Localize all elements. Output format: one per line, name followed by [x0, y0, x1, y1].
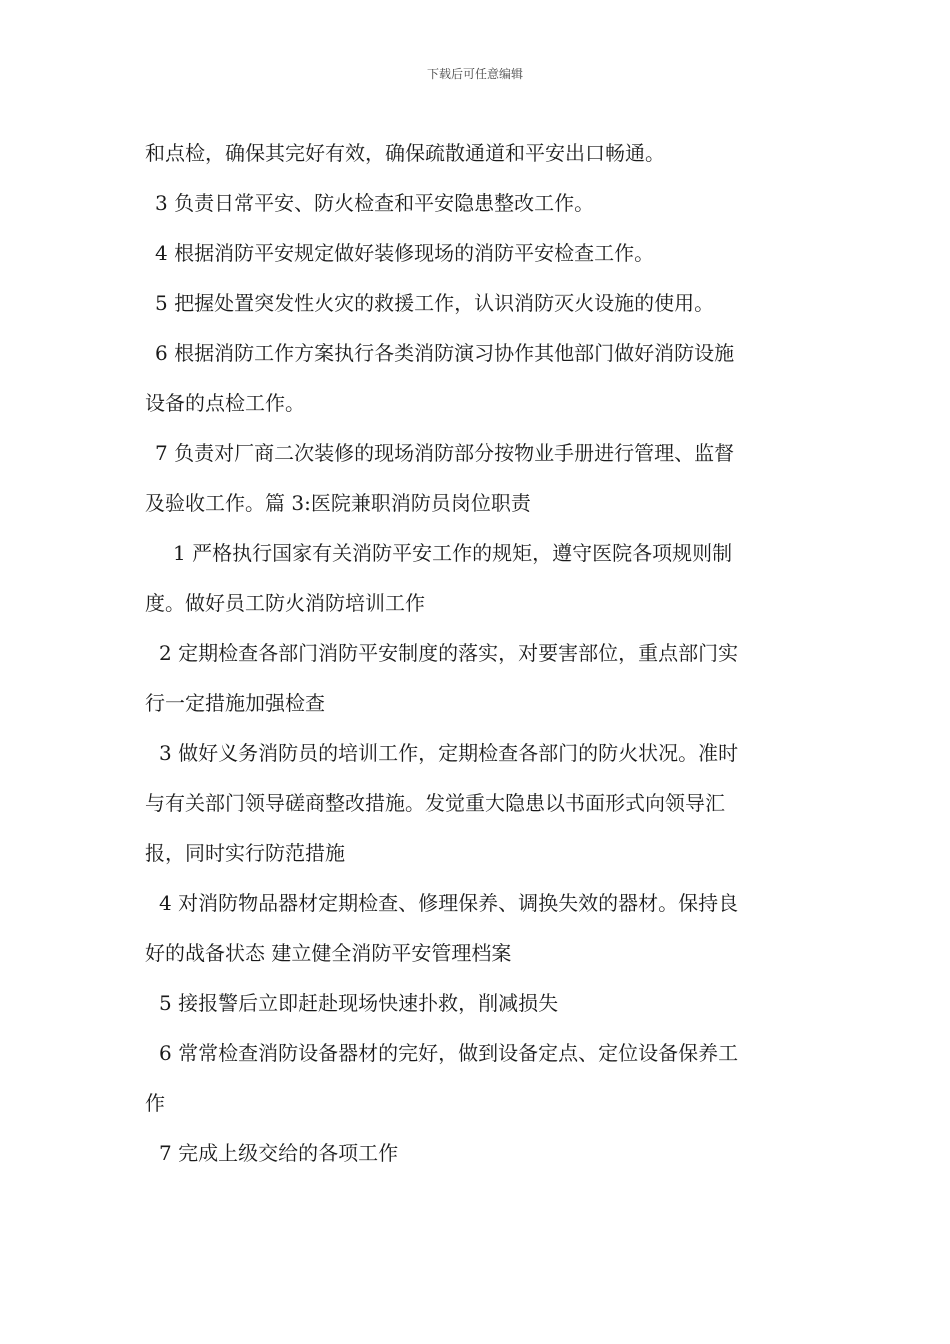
page-header: 下载后可任意编辑: [426, 67, 523, 81]
text-line: 与有关部门领导磋商整改措施。发觉重大隐患以书面形式向领导汇: [145, 791, 725, 815]
list-item: 5 把握处置突发性火灾的救援工作，认识消防灭火设施的使用。: [155, 291, 715, 315]
text-line: 及验收工作。篇 3:医院兼职消防员岗位职责: [145, 491, 531, 515]
text-line: 报，同时实行防范措施: [145, 841, 345, 865]
list-item: 7 完成上级交给的各项工作: [159, 1141, 399, 1165]
list-item: 2 定期检查各部门消防平安制度的落实，对要害部位，重点部门实: [159, 641, 739, 665]
text-line: 作: [145, 1091, 165, 1115]
text-line: 和点检，确保其完好有效，确保疏散通道和平安出口畅通。: [145, 141, 665, 165]
text-line: 设备的点检工作。: [145, 391, 305, 415]
document-body: [145, 128, 810, 1178]
list-item: 5 接报警后立即赶赴现场快速扑救，削减损失: [159, 991, 559, 1015]
list-item: 7 负责对厂商二次装修的现场消防部分按物业手册进行管理、监督: [155, 441, 735, 465]
list-item: 6 根据消防工作方案执行各类消防演习协作其他部门做好消防设施: [155, 341, 735, 365]
text-line: 度。做好员工防火消防培训工作: [145, 591, 425, 615]
list-item: 6 常常检查消防设备器材的完好，做到设备定点、定位设备保养工: [159, 1041, 739, 1065]
list-item: 4 对消防物品器材定期检查、修理保养、调换失效的器材。保持良: [159, 891, 739, 915]
list-item: 3 负责日常平安、防火检查和平安隐患整改工作。: [155, 191, 595, 215]
list-item: 4 根据消防平安规定做好装修现场的消防平安检查工作。: [155, 241, 655, 265]
list-item: 1 严格执行国家有关消防平安工作的规矩，遵守医院各项规则制: [173, 541, 733, 565]
text-line: 好的战备状态 建立健全消防平安管理档案: [145, 941, 512, 965]
text-line: 行一定措施加强检查: [145, 691, 325, 715]
list-item: 3 做好义务消防员的培训工作，定期检查各部门的防火状况。准时: [159, 741, 739, 765]
